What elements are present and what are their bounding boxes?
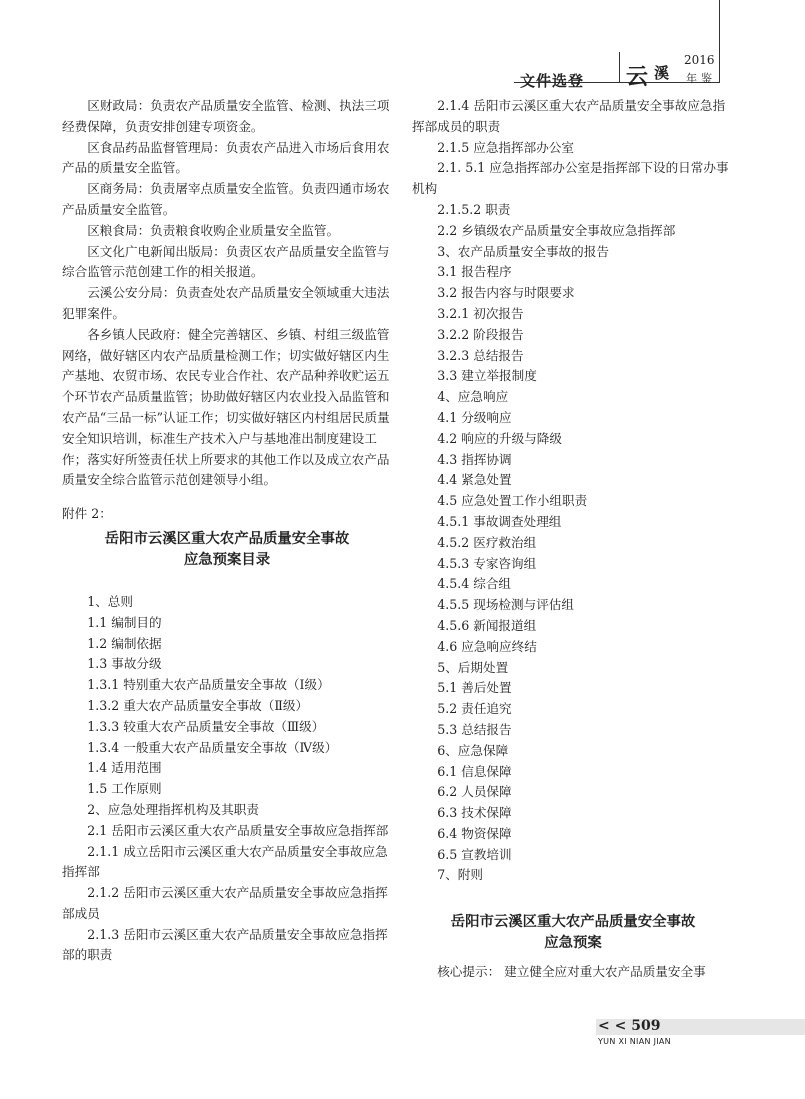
- paragraph-culture-bureau: 区文化广电新闻出版局：负责区农产品质量安全监管与综合监管示范创建工作的相关报道。: [62, 243, 390, 280]
- header-brand-char2: 溪: [654, 64, 670, 82]
- toc-item: 2.1.4 岳阳市云溪区重大农产品质量安全事故应急指挥部成员的职责: [412, 98, 726, 134]
- toc-item: 6.2 人员保障: [437, 784, 512, 800]
- right-column: [412, 96, 734, 983]
- toc-item: 4.1 分级响应: [437, 409, 512, 425]
- toc-item: 2.1.2 岳阳市云溪区重大农产品质量安全事故应急指挥部成员: [62, 885, 388, 921]
- paragraph-grain-bureau: 区粮食局：负责粮食收购企业质量安全监管。: [87, 222, 340, 238]
- toc-item: 4.5 应急处置工作小组职责: [437, 493, 588, 509]
- toc-item: 4.2 响应的升级与降级: [437, 430, 562, 446]
- toc-item: 5.2 责任追究: [437, 701, 512, 717]
- toc-title-line2: 应急预案目录: [183, 551, 271, 568]
- toc-item: 2.1.5.2 职责: [437, 201, 511, 217]
- toc-item: 1、总则: [87, 593, 133, 609]
- toc-item: 1.2 编制依据: [87, 635, 162, 651]
- toc-item: 4.4 紧急处置: [437, 472, 512, 488]
- toc-item: 3.2 报告内容与时限要求: [437, 285, 575, 301]
- toc-item: 2.1.1 成立岳阳市云溪区重大农产品质量安全事故应急指挥部: [62, 843, 388, 880]
- paragraph-food-drug-bureau: 区食品药品监督管理局：负责农产品进入市场后食用农产品的质量安全监管。: [62, 139, 390, 176]
- toc-item: 1.3.4 一般重大农产品质量安全事故（Ⅳ级）: [87, 739, 338, 755]
- toc-item: 6.4 物资保障: [437, 825, 512, 841]
- toc-item: 4.5.3 专家咨询组: [437, 555, 537, 571]
- toc-item: 4.5.6 新闻报道组: [437, 617, 537, 633]
- toc-item: 2.1.3 岳阳市云溪区重大农产品质量安全事故应急指挥部的职责: [62, 926, 388, 963]
- header-brand-divider: [619, 52, 620, 82]
- paragraph-finance-bureau: 区财政局：负责农产品质量安全监管、检测、执法三项经费保障，负责安排创建专项资金。: [62, 98, 390, 134]
- toc-item: 3.2.3 总结报告: [437, 347, 524, 363]
- paragraph-police-branch: 云溪公安分局：负责查处农产品质量安全领域重大违法犯罪案件。: [62, 285, 390, 321]
- left-column: [62, 96, 392, 966]
- header-year: 2016: [684, 53, 715, 67]
- header-yearbook: 年鉴: [686, 72, 716, 85]
- toc-title: [62, 529, 392, 571]
- toc-item: 2.2 乡镇级农产品质量安全事故应急指挥部: [437, 222, 676, 238]
- toc-item: 6、应急保障: [437, 742, 509, 758]
- toc-item: 4.5.4 综合组: [437, 576, 512, 592]
- toc-item: 4.6 应急响应终结: [437, 638, 537, 654]
- toc-item: 3、农产品质量安全事故的报告: [437, 243, 609, 259]
- header-section-title: 文件选登: [520, 72, 585, 90]
- page-number: < < 509: [598, 1018, 661, 1034]
- toc-item: 1.4 适用范围: [87, 760, 162, 776]
- toc-item: 3.1 报告程序: [437, 264, 512, 280]
- toc-item: 4、应急响应: [437, 389, 509, 405]
- toc-item: 1.1 编制目的: [87, 614, 162, 630]
- toc-item: 2.1 岳阳市云溪区重大农产品质量安全事故应急指挥部: [87, 822, 389, 838]
- toc-item: 7、附则: [437, 867, 483, 883]
- toc-item: 2.1.5 应急指挥部办公室: [437, 139, 574, 155]
- annex-label: 附件 2：: [62, 506, 112, 522]
- toc-item: 4.3 指挥协调: [437, 451, 512, 467]
- toc-item: 3.3 建立举报制度: [437, 368, 537, 384]
- plan-title-line1: 岳阳市云溪区重大农产品质量安全事故: [450, 914, 696, 931]
- plan-title-line2: 应急预案: [544, 935, 602, 952]
- header-rule-vertical: [719, 0, 720, 82]
- header-brand-char1: 云: [626, 64, 651, 90]
- toc-item: 5.1 善后处置: [437, 680, 512, 696]
- toc-item: 4.5.1 事故调查处理组: [437, 513, 562, 529]
- toc-item: 3.2.2 阶段报告: [437, 326, 524, 342]
- plan-title: [412, 912, 734, 954]
- paragraph-commerce-bureau: 区商务局：负责屠宰点质量安全监管。负责四通市场农产品质量安全监管。: [62, 181, 390, 217]
- toc-item: 1.3 事故分级: [87, 656, 162, 672]
- paragraph-township-governments: 各乡镇人民政府：健全完善辖区、乡镇、村组三级监管网络，做好辖区内农产品质量检测工作；切实做好辖区内生产基地、农贸市场、农民专业合作社、农产品种养收贮运五个环节农产品质量监管；协助做好辖区内农业投入品监管和农产品“三品一标”认证工作；切实做好辖区内村组居民质量安全知识培训，标准生产技术入户与基地准出制度建设工作；落实好所签责任状上所要求的其他工作以及成立农产品质量安全综合监管示范创建领导小组。: [62, 326, 390, 488]
- toc-item: 1.5 工作原则: [87, 781, 162, 797]
- toc-item: 4.5.5 现场检测与评估组: [437, 597, 574, 613]
- toc-item: 4.5.2 医疗救治组: [437, 534, 537, 550]
- toc-item: 1.3.1 特别重大农产品质量安全事故（Ⅰ级）: [87, 677, 330, 693]
- toc-item: 6.1 信息保障: [437, 763, 512, 779]
- toc-item: 5、后期处置: [437, 659, 509, 675]
- toc-item: 1.3.3 较重大农产品质量安全事故（Ⅲ级）: [87, 718, 325, 734]
- toc-item: 5.3 总结报告: [437, 721, 512, 737]
- toc-item: 6.5 宣教培训: [437, 846, 512, 862]
- footer-brand: YUN XI NIAN JIAN: [598, 1037, 671, 1046]
- toc-item: 2、应急处理指挥机构及其职责: [87, 801, 259, 817]
- core-tip: 核心提示： 建立健全应对重大农产品质量安全事: [437, 964, 706, 980]
- toc-item: 3.2.1 初次报告: [437, 305, 524, 321]
- toc-title-line1: 岳阳市云溪区重大农产品质量安全事故: [104, 530, 350, 547]
- toc-item: 2.1. 5.1 应急指挥部办公室是指挥部下设的日常办事机构: [412, 160, 729, 197]
- toc-item: 6.3 技术保障: [437, 805, 512, 821]
- toc-item: 1.3.2 重大农产品质量安全事故（Ⅱ级）: [87, 697, 309, 713]
